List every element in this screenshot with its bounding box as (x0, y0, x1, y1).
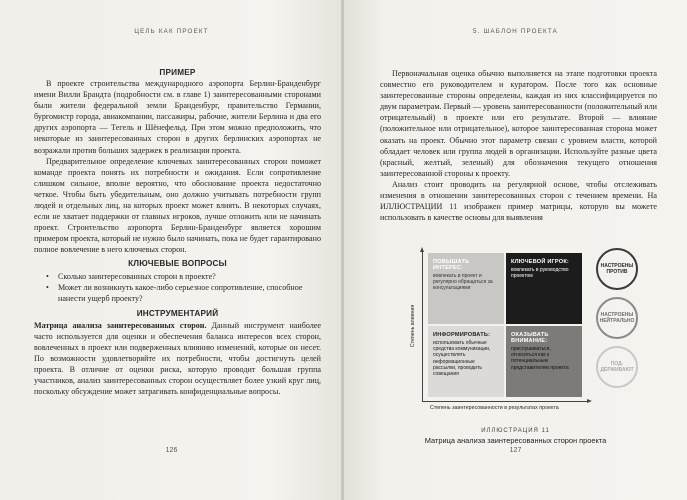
caption-number: ИЛЛЮСТРАЦИЯ 11 (481, 428, 550, 434)
quadrant-inform (428, 326, 504, 397)
x-axis-arrow (587, 399, 592, 403)
circle-neutral: НАСТРОЕНЫ НЕЙТРАЛЬНО (596, 297, 638, 339)
running-head-right: 5. ШАБЛОН ПРОЕКТА (473, 28, 558, 35)
quadrant-title: КЛЮЧЕВОЙ ИГРОК: (511, 259, 569, 265)
quadrant-desc: прислушиваться, относиться как к потенциальным представителям проекта (511, 346, 569, 371)
quadrant-title: ПОВЫШАТЬ ИНТЕРЕС: (433, 259, 470, 271)
page-number-right: 127 (509, 447, 522, 454)
right-body (380, 68, 657, 223)
questions-heading: КЛЮЧЕВЫЕ ВОПРОСЫ (128, 258, 227, 268)
example-paragraph-2: Предварительное определение ключевых заинтересованных сторон поможет команде проекта понять их потребности и ожидания. Если сопротивление слишком сильное, вполне вероятно, что обоснование проекта недостаточно четкое. Чтобы быть убедительным, оно должно учитывать потребности групп людей и отдельных лиц, на которых проект может влиять. В некоторых случаях, если не хватает поддержки от главных игроков, лучше отложить или не начинать проект. Строительство аэропорта Берлин-Бранденбург является хорошим примером проекта, который не нужно было начинать, пока не будет гарантировано полное вовлечение в него ключевых сторон. (34, 156, 321, 255)
tools-term: Матрица анализа заинтересованных сторон. (34, 320, 207, 330)
y-axis (422, 251, 423, 401)
page-number-left: 126 (165, 447, 178, 454)
x-axis-label: Степень заинтересованности в результатах проекта (430, 405, 559, 411)
quadrant-increase-interest (428, 253, 504, 324)
quadrant-desc: вовлекать в руководство проектом (511, 267, 569, 280)
questions-list (34, 271, 321, 304)
question-item: • Сколько заинтересованных сторон в проекте? (58, 271, 321, 282)
tools-text: Данный инструмент наиболее часто используется для оценки и обеспечения баланса интересов всех сторон, вовлеченных в проект или подверженных влиянию изменений, которые он несет. По возможности удовлетворяйте их потребности, чтобы достигнуть целей проекта. В отличие от оценки риска, которую проводит большая группа участников, анализ заинтересованных сторон осуществляет более узкий круг лиц, поскольку обсуждение может затрагивать конфиденциальные вопросы. (34, 320, 321, 397)
tools-paragraph (34, 320, 321, 398)
quadrant-key-player (506, 253, 582, 324)
example-heading: ПРИМЕР (159, 68, 196, 77)
quadrant-title: ОКАЗЫВАТЬ ВНИМАНИЕ: (511, 332, 549, 344)
quadrant-desc: вовлекать в проект и регулярно обращаться за консультациями (433, 273, 493, 292)
left-page (0, 0, 343, 500)
question-item: • Может ли возникнуть какое-либо серьезное сопротивление, способное нанести ущерб проекту? (58, 282, 321, 304)
circle-against: НАСТРОЕНЫ ПРОТИВ (596, 248, 638, 290)
right-paragraph-2: Анализ стоит проводить на регулярной основе, чтобы отслеживать изменения в отношении заинтересованных сторон с течением времени. На ИЛЛЮСТРАЦИИ 11 изображен пример матрицы, которую вы можете использовать в качестве основы для выявления (380, 179, 657, 223)
quadrant-title: ИНФОРМИРОВАТЬ: (433, 332, 491, 338)
quadrant-desc: использовать обычные средства коммуникации, осуществлять информационные рассылки, проводить совещания (433, 340, 491, 378)
example-paragraph-1: В проекте строительства международного аэропорта Берлин-Бранденбург имени Вилли Брандта (подробности см. в главе 1) заинтересованными сторонами были жители федеральной земли Бранденбург, правительство Германии, бургомистр города, авиакомпании, пассажиры, рабочие, жители Берлина и два его других аэропорта — Тегель и Шёнефельд. При этом можно предположить, что некоторые из заинтересованных сторон в других берлинских аэропортах не возражали против больших задержек в реализации проекта. (34, 79, 321, 155)
right-paragraph-1: Первоначальная оценка обычно выполняется на этапе подготовки проекта совместно его руководителем и куратором. После того как основные заинтересованные стороны определены, каждая из них классифицируется по двум параметрам. Первый — уровень заинтересованности (положительный или отрицательный) в проекте или его результате. Второй — влияние (положительное или отрицательное), которое заинтересованная сторона может оказать на проект. Обычно этот параметр связан с уровнем власти, которой обладает человек или группа людей в организации. Используйте разные цвета (красный, желтый, зеленый) для обозначения текущего отношения заинтересованной стороны к проекту. (380, 69, 657, 178)
tools-heading: ИНСТРУМЕНТАРИЙ (136, 308, 219, 318)
stakeholder-matrix (392, 245, 662, 420)
caption-text: Матрица анализа заинтересованных сторон проекта (424, 436, 607, 445)
running-head-left: ЦЕЛЬ КАК ПРОЕКТ (134, 28, 209, 35)
figure-caption (344, 428, 687, 445)
x-axis (422, 401, 588, 402)
circle-support: ПОД-ДЕРЖИВАЮТ (596, 346, 638, 388)
y-axis-label: Степень влияния (410, 304, 416, 348)
quadrant-pay-attention (506, 326, 582, 397)
